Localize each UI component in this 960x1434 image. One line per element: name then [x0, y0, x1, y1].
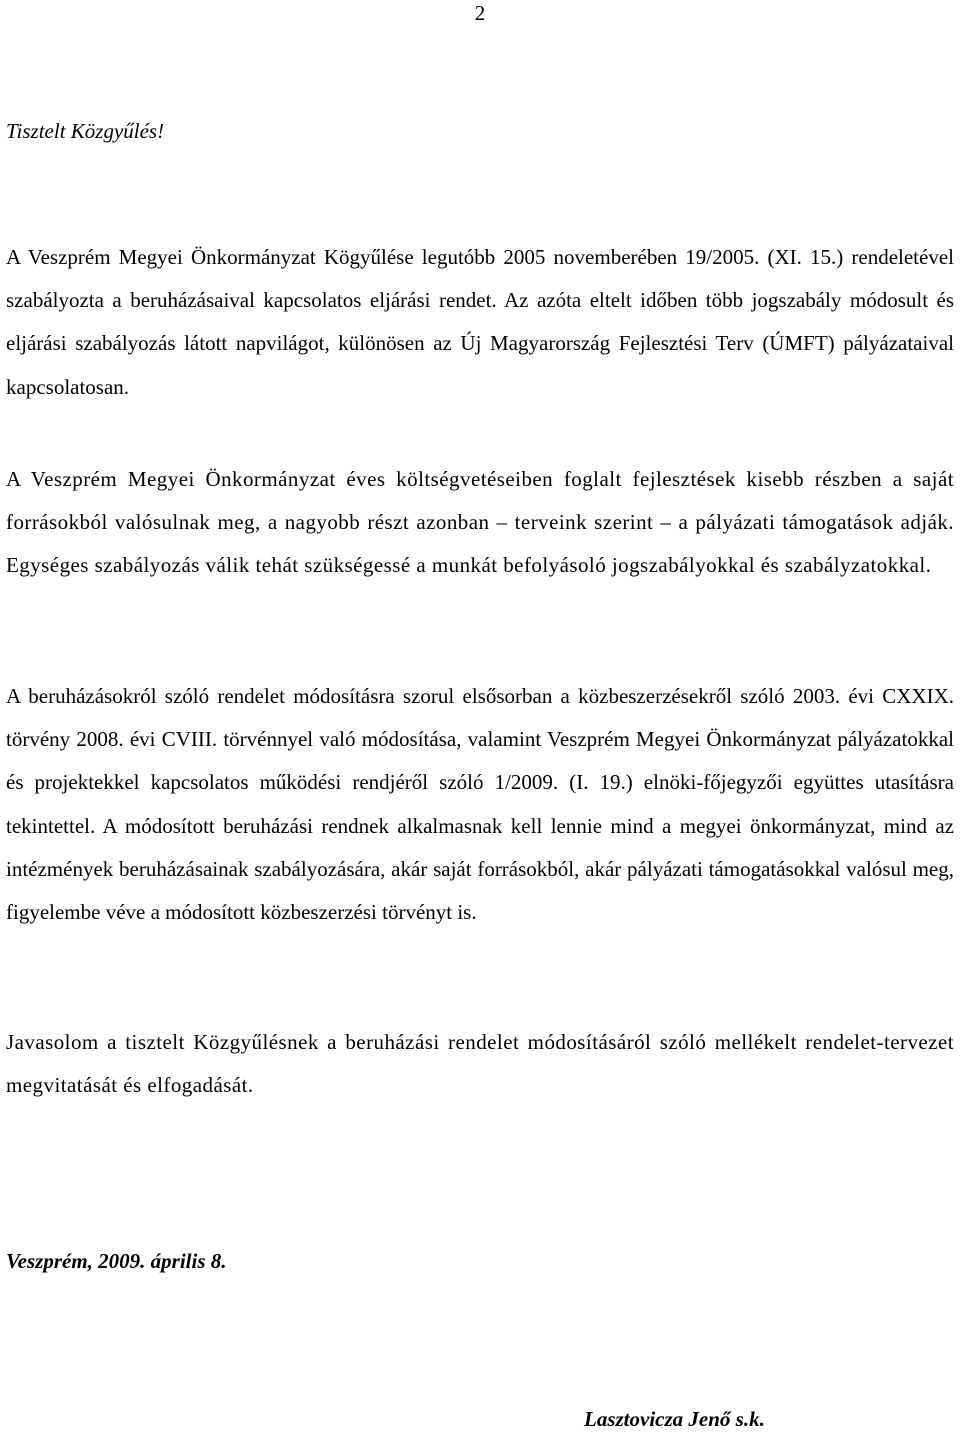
- page-number: 2: [474, 1, 486, 25]
- signatory-name: Lasztovicza Jenő s.k.: [584, 1407, 765, 1431]
- place-and-date: Veszprém, 2009. április 8.: [6, 1249, 227, 1273]
- salutation: Tisztelt Közgyűlés!: [6, 119, 165, 143]
- paragraph-background: A Veszprém Megyei Önkormányzat Kögyűlése legutóbb 2005 novemberében 19/2005. (XI. 15.) rendeletével szabályozta a beruházásaival kapcsolatos eljárási rendet. Az azóta eltelt időben több jogszabály módosult és eljárási szabályozás látott napvilágot, különösen az Új Magyarország Fejlesztési Terv (ÚMFT) pályázataival kapcsolatosan.: [6, 245, 954, 399]
- paragraph-proposal: Javasolom a tisztelt Közgyűlésnek a beruházási rendelet módosításáról szóló mellékelt rendelet-tervezet megvitatását és elfogadását.: [6, 1030, 954, 1098]
- paragraph-amendment-reasons: A beruházásokról szóló rendelet módosításra szorul elsősorban a közbeszerzésekről szóló 2003. évi CXXIX. törvény 2008. évi CVIII. törvénnyel való módosítása, valamint Veszprém Megyei Önkormányzat pályázatokkal és projektekkel kapcsolatos működési rendjéről szóló 1/2009. (I. 19.) elnöki-főjegyzői együttes utasításra tekintettel. A módosított beruházási rendnek alkalmasnak kell lennie mind a megyei önkormányzat, mind az intézmények beruházásainak szabályozására, akár saját forrásokból, akár pályázati támogatásokkal valósul meg, figyelembe véve a módosított közbeszerzési törvényt is.: [6, 684, 954, 925]
- paragraph-budget: A Veszprém Megyei Önkormányzat éves költségvetéseiben foglalt fejlesztések kisebb részben a saját forrásokból valósulnak meg, a nagyobb részt azonban – terveink szerint – a pályázati támogatások adják. Egységes szabályozás válik tehát szükségessé a munkát befolyásoló jogszabályokkal és szabályzatokkal.: [6, 467, 954, 578]
